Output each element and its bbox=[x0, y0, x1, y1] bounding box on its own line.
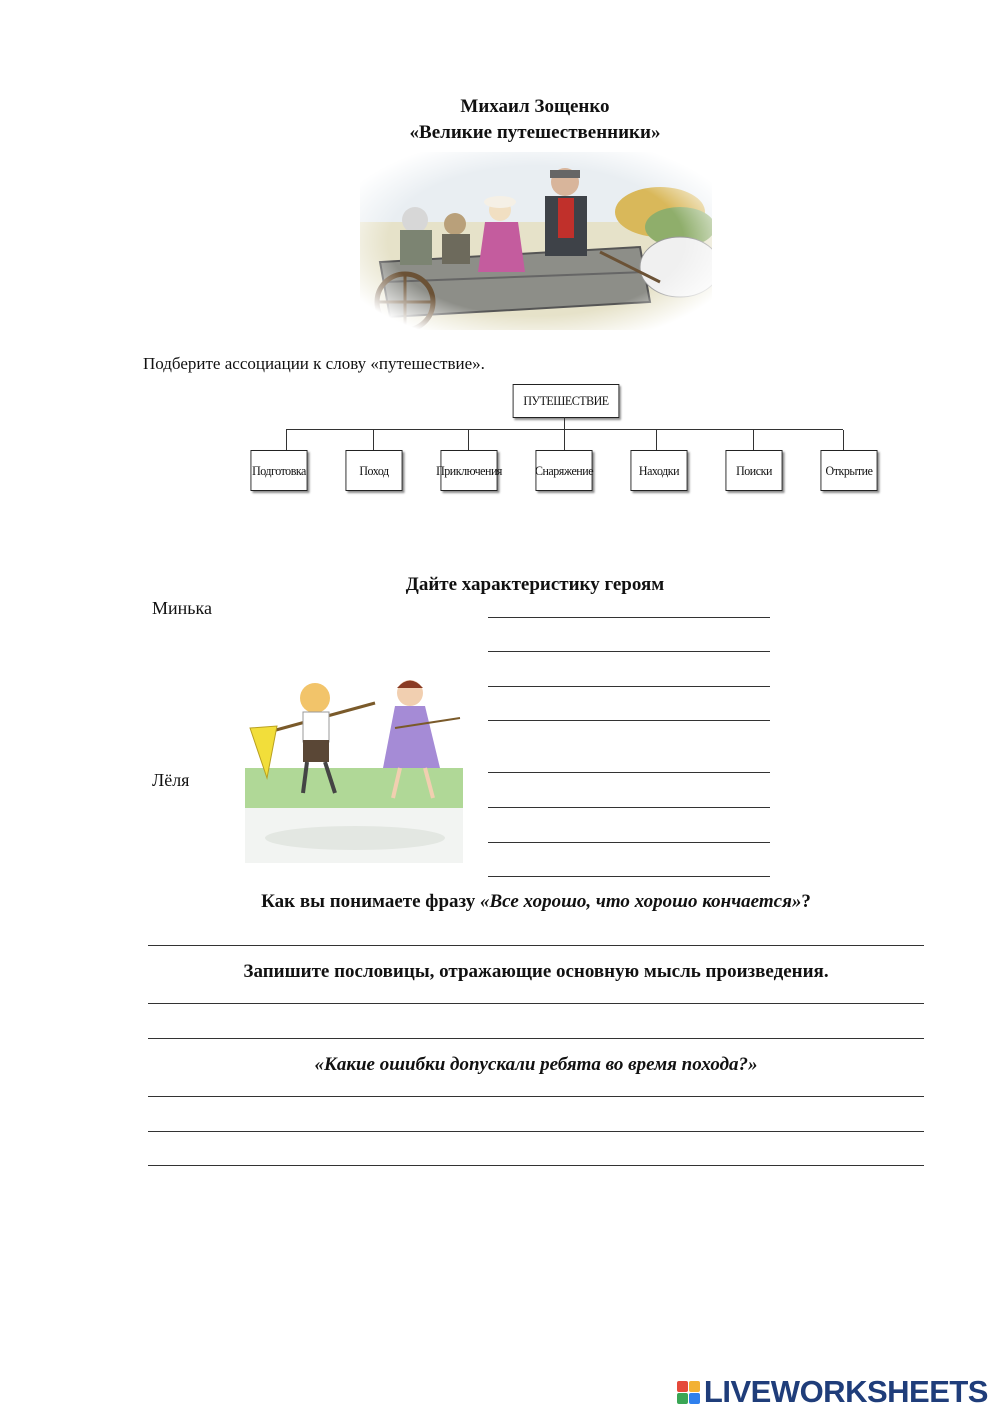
diagram-branch bbox=[656, 430, 657, 450]
story-title: «Великие путешественники» bbox=[409, 122, 661, 143]
phrase-question-quote: «Все хорошо, что хорошо кончается» bbox=[480, 891, 802, 912]
answer-line[interactable] bbox=[488, 842, 770, 843]
diagram-branch bbox=[286, 430, 287, 450]
mistakes-question-text: «Какие ошибки допускали ребята во время похода?» bbox=[314, 1054, 758, 1075]
diagram-box-adventures[interactable] bbox=[436, 450, 502, 491]
diagram-box-label: Подготовка bbox=[252, 462, 306, 478]
diagram-box-label: Снаряжение bbox=[534, 462, 594, 478]
diagram-branch bbox=[468, 430, 469, 450]
answer-line[interactable] bbox=[488, 720, 770, 721]
answer-line[interactable] bbox=[488, 772, 770, 773]
children-illustration bbox=[245, 648, 463, 863]
diagram-box-label: Поиски bbox=[736, 462, 772, 478]
diagram-box-searches[interactable] bbox=[725, 450, 782, 491]
author-name: Михаил Зощенко bbox=[460, 96, 610, 117]
answer-line[interactable] bbox=[148, 1131, 924, 1132]
answer-line[interactable] bbox=[148, 1003, 924, 1004]
answer-line[interactable] bbox=[488, 686, 770, 687]
answer-line[interactable] bbox=[148, 1096, 924, 1097]
diagram-box-finds[interactable] bbox=[630, 450, 687, 491]
diagram-branch bbox=[564, 430, 565, 450]
wagon-illustration bbox=[360, 152, 712, 330]
diagram-box-label: Находки bbox=[638, 462, 680, 478]
proverbs-question: Запишите пословицы, отражающие основную мысль произведения. bbox=[243, 961, 829, 982]
diagram-branch bbox=[753, 430, 754, 450]
diagram-branch bbox=[843, 430, 844, 450]
hero-lelya-label: Лёля bbox=[152, 770, 190, 790]
diagram-box-hike[interactable] bbox=[345, 450, 402, 491]
liveworksheets-logo[interactable] bbox=[677, 1372, 988, 1412]
diagram-box-equipment[interactable] bbox=[535, 450, 592, 491]
answer-line[interactable] bbox=[488, 617, 770, 618]
logo-text: LIVEWORKSHEETS bbox=[703, 1374, 988, 1409]
association-prompt: Подберите ассоциации к слову «путешествие». bbox=[143, 354, 485, 373]
diagram-root-box bbox=[513, 384, 620, 418]
phrase-question bbox=[148, 891, 924, 913]
mistakes-question bbox=[148, 1054, 924, 1076]
diagram-root-label: ПУТЕШЕСТВИЕ bbox=[523, 393, 609, 408]
answer-line[interactable] bbox=[148, 945, 924, 946]
answer-line[interactable] bbox=[488, 651, 770, 652]
diagram-branch bbox=[373, 430, 374, 450]
phrase-question-lead: Как вы понимаете фразу bbox=[261, 891, 480, 912]
diagram-box-label: Приключения bbox=[436, 462, 502, 478]
logo-badge-icon bbox=[677, 1381, 700, 1404]
answer-line[interactable] bbox=[148, 1038, 924, 1039]
phrase-question-end: ? bbox=[801, 891, 811, 912]
diagram-box-label: Поход bbox=[359, 462, 389, 478]
answer-line[interactable] bbox=[148, 1165, 924, 1166]
hero-minka-label: Минька bbox=[152, 598, 212, 618]
answer-line[interactable] bbox=[488, 807, 770, 808]
characters-heading: Дайте характеристику героям bbox=[405, 574, 665, 595]
diagram-box-label: Открытие bbox=[825, 462, 873, 478]
diagram-box-preparation[interactable] bbox=[250, 450, 307, 491]
diagram-box-discovery[interactable] bbox=[820, 450, 877, 491]
answer-line[interactable] bbox=[488, 876, 770, 877]
